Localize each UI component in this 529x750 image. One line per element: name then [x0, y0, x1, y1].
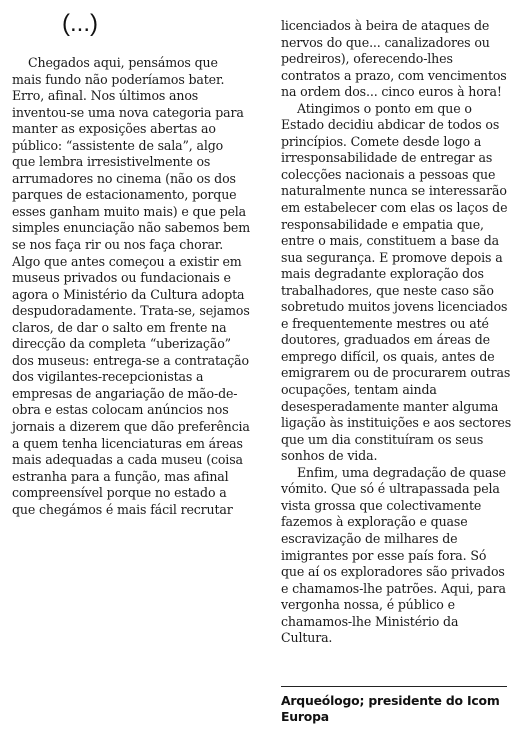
- left-column: [12, 55, 250, 518]
- paragraph: Atingimos o ponto em que o Estado decidiu abdicar de todos os princípios. Comete desde logo a irresponsabilidade de entregar as colecções nacionais a pessoas que naturalmente nunca se interessarão em estabelecer com elas os laços de responsabilidade e empatia que, entre o mais, constituem a base da sua segurança. E promove depois a mais degradante exploração dos trabalhadores, que neste caso são sobretudo muitos jovens licenciados e frequentemente mestres ou até doutores, graduados em áreas de emprego difícil, os quais, antes de emigrarem ou de procurarem outras ocupações, tentam ainda desesperadamente manter alguma ligação às instituições e aos sectores que um dia constituíram os seus sonhos de vida.: [281, 100, 512, 464]
- paragraph: Chegados aqui, pensámos que mais fundo não poderíamos bater. Erro, afinal. Nos últimos anos inventou-se uma nova categoria para manter as exposições abertas ao público: “assistente de sala”, algo que lembra irresistivelmente os arrumadores no cinema (não os dos parques de estacionamento, porque esses ganham muito mais) e que pela simples enunciação não sabemos bem se nos faça rir ou nos faça chorar. Algo que antes começou a existir em museus privados ou fundacionais e agora o Ministério da Cultura adopta despudoradamente. Trata-se, sejamos claros, de dar o salto em frente na direcção da completa “uberização” dos museus: entrega-se a contratação dos vigilantes-recepcionistas a empresas de angariação de mão-de-obra e estas colocam anúncios nos jornais a dizerem que dão preferência a quem tenha licenciaturas em áreas mais adequadas a cada museu (coisa estranha para a função, mas afinal compreensível porque no estado a que chegámos é mais fácil recrutar: [12, 55, 251, 517]
- byline-divider: [281, 686, 507, 687]
- author-byline: Arqueólogo; presidente do Icom Europa: [281, 693, 500, 724]
- paragraph: Enfim, uma degradação de quase vómito. Que só é ultrapassada pela vista grossa que colectivamente fazemos à exploração e quase escravização de milhares de imigrantes por esse país fora. Só que aí os exploradores são privados e chamamos-lhe patrões. Aqui, para vergonha nossa, é público e chamamos-lhe Ministério da Cultura.: [281, 464, 506, 646]
- paragraph: licenciados à beira de ataques de nervos do que... canalizadores ou pedreiros), oferecendo-lhes contratos a prazo, com vencimentos na ordem dos... cinco euros à hora!: [281, 18, 507, 100]
- right-column: [281, 18, 513, 647]
- omission-marker: (...): [62, 10, 98, 37]
